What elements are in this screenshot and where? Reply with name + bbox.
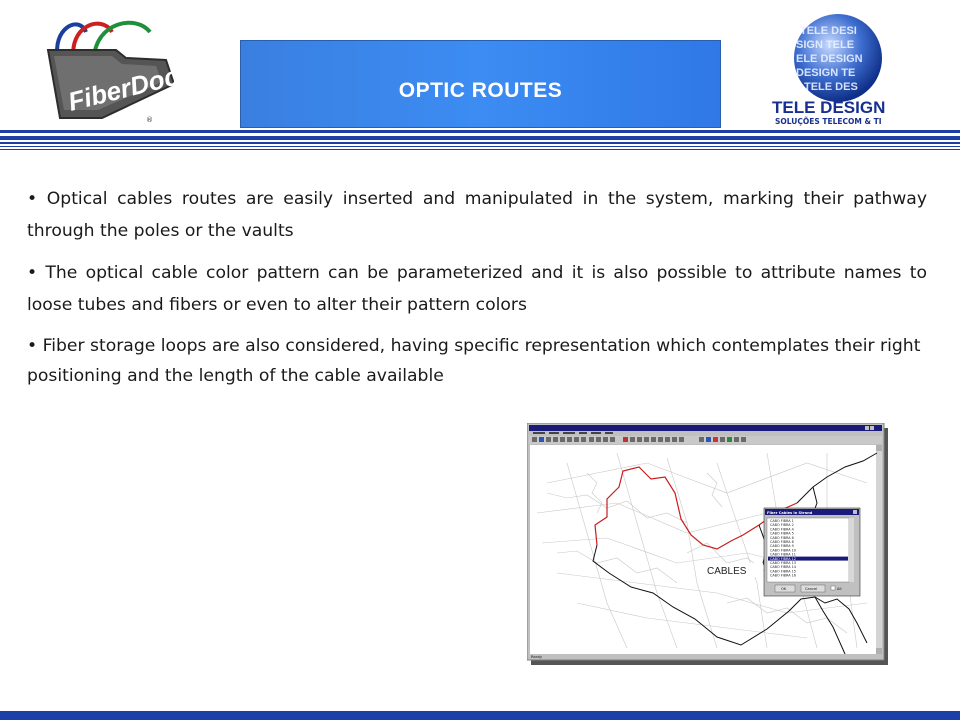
fiber-cables-dialog	[764, 508, 860, 596]
dialog-close-icon	[853, 510, 857, 514]
status-text: Ready	[531, 655, 543, 659]
list-item: CABO FIBRA 16	[770, 573, 796, 578]
window-titlebar	[529, 425, 882, 431]
dialog-title: Fiber Cables In Strand	[767, 511, 813, 515]
list-item: CABO FIBRA 12	[770, 556, 796, 561]
bullet-list	[27, 183, 927, 401]
vertical-scrollbar	[876, 445, 882, 654]
tele-design-logo	[762, 12, 908, 130]
list-item: CABO FIBRA 4	[770, 527, 794, 532]
list-item: CABO FIBRA 9	[770, 544, 794, 549]
list-item: CABO FIBRA 1	[770, 519, 794, 523]
window-maximize-icon	[865, 426, 869, 430]
window-close-icon	[870, 426, 874, 430]
header-divider-line	[0, 142, 960, 144]
list-item: CABO FIBRA 10	[770, 548, 796, 553]
list-item: CABO FIBRA 2	[770, 523, 794, 528]
list-item: CABO FIBRA 14	[770, 565, 796, 570]
svg-text:®: ®	[146, 116, 153, 124]
svg-text:TELE DESIGN: TELE DESIGN	[772, 98, 886, 117]
cancel-button-label: Cancel	[805, 587, 818, 591]
list-item: CABO FIBRA 8	[770, 540, 794, 544]
svg-text:FiberDoc: FiberDoc	[65, 60, 182, 117]
list-item: CABO FIBRA 15	[770, 569, 796, 574]
header-divider-line	[0, 136, 960, 140]
fiberdoc-logo	[38, 10, 188, 128]
svg-text:TELE DES: TELE DES	[804, 81, 858, 93]
map-label: CABLES	[707, 566, 747, 577]
all-checkbox	[831, 586, 835, 590]
bullet-item: • Fiber storage loops are also considered, having specific representation which contemplates their right positioning and the length of the cable available	[27, 336, 921, 386]
list-item: CABO FIBRA 5	[770, 531, 794, 536]
page-title: OPTIC ROUTES	[398, 79, 563, 102]
status-bar	[529, 654, 882, 659]
header-divider-line	[0, 146, 960, 147]
header-divider-line	[0, 130, 960, 133]
bullet-item: • The optical cable color pattern can be parameterized and it is also possible to attribute names to loose tubes and fibers or even to alter their pattern colors	[27, 263, 927, 315]
all-checkbox-label: All	[837, 587, 842, 591]
svg-text:ELE DESIGN: ELE DESIGN	[796, 53, 863, 65]
svg-text:TELE DESI: TELE DESI	[800, 25, 857, 37]
svg-text:SOLUÇÕES TELECOM & TI: SOLUÇÕES TELECOM & TI	[775, 117, 882, 126]
ok-button-label: OK	[781, 587, 787, 591]
app-screenshot	[527, 423, 888, 665]
header-divider-line	[0, 149, 960, 150]
listbox-scrollbar	[849, 518, 854, 582]
svg-text:DESIGN TE: DESIGN TE	[796, 67, 856, 79]
list-item: CABO FIBRA 6	[770, 535, 794, 540]
list-item: CABO FIBRA 13	[770, 561, 796, 565]
list-item: CABO FIBRA 11	[770, 552, 796, 557]
header-divider-line	[0, 134, 960, 135]
svg-text:SIGN TELE: SIGN TELE	[796, 39, 855, 51]
footer-divider-line	[0, 711, 960, 720]
bullet-item: • Optical cables routes are easily inserted and manipulated in the system, marking their pathway through the poles or the vaults	[27, 189, 927, 241]
